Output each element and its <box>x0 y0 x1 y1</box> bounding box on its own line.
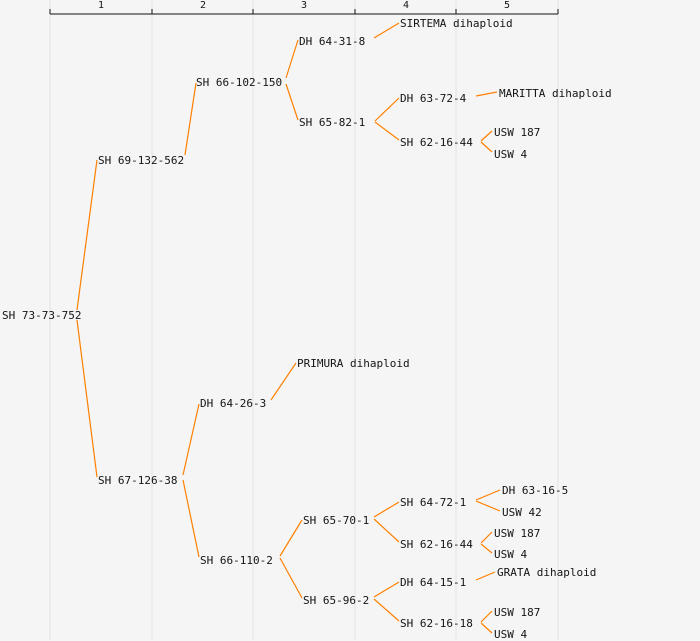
pedigree-node-n24[interactable]: USW 4 <box>494 548 528 561</box>
pedigree-node-n25[interactable]: GRATA dihaploid <box>497 566 597 579</box>
pedigree-node-n1[interactable]: SH 69-132-562 <box>98 154 185 167</box>
generation-label-4: 4 <box>403 0 410 11</box>
pedigree-node-n15[interactable]: SH 62-16-44 <box>400 538 473 551</box>
pedigree-node-n27[interactable]: USW 4 <box>494 628 528 641</box>
pedigree-node-n10[interactable]: SH 65-96-2 <box>303 594 370 607</box>
generation-label-3: 3 <box>301 0 308 11</box>
pedigree-edge-n5-n9 <box>280 520 302 556</box>
pedigree-edge-n12-n18 <box>476 92 497 96</box>
pedigree-node-n12[interactable]: DH 63-72-4 <box>400 92 467 105</box>
pedigree-node-n17[interactable]: SH 62-16-18 <box>400 617 473 630</box>
generation-label-1: 1 <box>98 0 105 11</box>
pedigree-edge-n13-n20 <box>481 142 492 152</box>
pedigree-edge-n14-n21 <box>476 490 500 500</box>
pedigree-node-n16[interactable]: DH 64-15-1 <box>400 576 467 589</box>
pedigree-edge-n13-n19 <box>481 131 492 141</box>
pedigree-edge-n16-n25 <box>476 572 495 580</box>
pedigree-edge-n14-n22 <box>476 501 500 511</box>
pedigree-edge-n3-n7 <box>286 84 298 120</box>
pedigree-edge-n0-n2 <box>77 320 97 477</box>
pedigree-node-n9[interactable]: SH 65-70-1 <box>303 514 370 527</box>
pedigree-node-n21[interactable]: DH 63-16-5 <box>502 484 569 497</box>
pedigree-node-n2[interactable]: SH 67-126-38 <box>98 474 178 487</box>
pedigree-node-n0[interactable]: SH 73-73-752 <box>2 309 82 322</box>
pedigree-edge-n15-n24 <box>481 544 492 553</box>
pedigree-node-n6[interactable]: DH 64-31-8 <box>299 35 366 48</box>
pedigree-edge-n0-n1 <box>77 160 97 310</box>
pedigree-edge-n5-n10 <box>280 558 302 598</box>
pedigree-node-n3[interactable]: SH 66-102-150 <box>196 76 283 89</box>
pedigree-node-n18[interactable]: MARITTA dihaploid <box>499 87 612 100</box>
pedigree-node-n5[interactable]: SH 66-110-2 <box>200 554 273 567</box>
pedigree-edge-n7-n12 <box>375 98 399 121</box>
pedigree-edge-n2-n5 <box>183 480 199 557</box>
pedigree-edge-n4-n8 <box>271 363 296 400</box>
pedigree-edge-n17-n27 <box>481 623 492 633</box>
pedigree-edge-n6-n11 <box>374 23 399 38</box>
pedigree-node-n13[interactable]: SH 62-16-44 <box>400 136 473 149</box>
pedigree-node-n14[interactable]: SH 64-72-1 <box>400 496 467 509</box>
pedigree-edge-n3-n6 <box>286 40 298 78</box>
pedigree-node-n22[interactable]: USW 42 <box>502 506 542 519</box>
pedigree-node-n8[interactable]: PRIMURA dihaploid <box>297 357 410 370</box>
pedigree-edge-n9-n15 <box>374 519 399 542</box>
generation-label-2: 2 <box>200 0 207 11</box>
pedigree-edge-n10-n17 <box>374 599 399 621</box>
pedigree-edge-n15-n23 <box>481 532 492 543</box>
pedigree-edge-n17-n26 <box>481 611 492 622</box>
pedigree-node-n19[interactable]: USW 187 <box>494 126 541 139</box>
pedigree-node-n7[interactable]: SH 65-82-1 <box>299 116 366 129</box>
pedigree-node-n26[interactable]: USW 187 <box>494 606 541 619</box>
pedigree-edge-n1-n3 <box>185 83 196 155</box>
pedigree-edge-n10-n16 <box>374 582 399 597</box>
pedigree-node-n20[interactable]: USW 4 <box>494 148 528 161</box>
generation-label-5: 5 <box>504 0 511 11</box>
pedigree-edge-n7-n13 <box>375 122 399 140</box>
pedigree-node-n23[interactable]: USW 187 <box>494 527 541 540</box>
pedigree-node-n4[interactable]: DH 64-26-3 <box>200 397 267 410</box>
pedigree-edge-n9-n14 <box>374 502 399 517</box>
pedigree-edge-n2-n4 <box>183 404 199 475</box>
pedigree-node-n11[interactable]: SIRTEMA dihaploid <box>400 17 513 30</box>
